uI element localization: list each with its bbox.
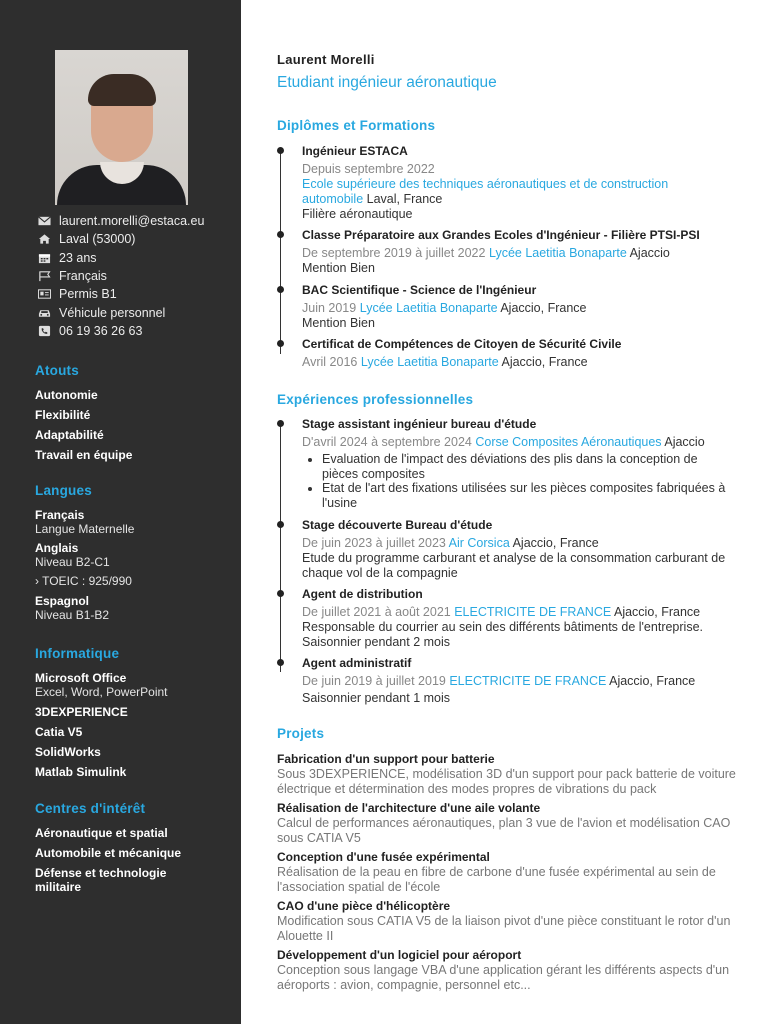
software-name: 3DEXPERIENCE: [35, 705, 128, 719]
project-title: Fabrication d'un support pour batterie: [277, 752, 495, 766]
experiences-heading: Expériences professionnelles: [277, 392, 474, 407]
language-name: Anglais: [35, 541, 79, 555]
contact-nationality: [37, 267, 237, 285]
profile-photo: [55, 50, 188, 205]
contact-license: [37, 285, 237, 303]
contact-age: [37, 249, 237, 267]
formation-note: Filière aéronautique: [302, 207, 413, 221]
experience-place: Ajaccio, France: [613, 605, 701, 619]
formation-note: Mention Bien: [302, 261, 375, 275]
sidebar: [0, 0, 241, 1024]
informatique-heading: Informatique: [35, 646, 120, 661]
informatique-section: [35, 646, 235, 779]
formation-title: Certificat de Compétences de Citoyen de Sécurité Civile: [302, 337, 622, 351]
person-name: Laurent Morelli: [277, 52, 375, 67]
langues-heading: Langues: [35, 483, 92, 498]
calendar-icon: [37, 252, 51, 264]
interets-section: [35, 801, 210, 894]
experience-title: Stage assistant ingénieur bureau d'étude: [302, 417, 537, 431]
software-name: Catia V5: [35, 725, 83, 739]
timeline-dot: [277, 659, 284, 666]
project-item: [277, 801, 737, 846]
formation-place: Ajaccio, France: [501, 355, 588, 369]
atout-item: Adaptabilité: [35, 428, 104, 442]
formations-heading: Diplômes et Formations: [277, 118, 436, 133]
experience-note: Etude du programme carburant et analyse de la consommation carburant de chaque vol de la compagnie: [302, 551, 726, 580]
formation-date: De septembre 2019 à juillet 2022: [302, 246, 486, 260]
formation-date: Depuis septembre 2022: [302, 162, 435, 176]
formation-place: Ajaccio: [629, 246, 670, 260]
bullet-item: • Evaluation de l'impact des déviations des plis dans la conception de pièces composites: [322, 452, 732, 481]
experience-org: ELECTRICITE DE FRANCE: [449, 674, 607, 688]
experience-bullets: [322, 452, 732, 510]
timeline-dot: [277, 147, 284, 154]
experience-note: Saisonnier pendant 1 mois: [302, 691, 451, 705]
experience-place: Ajaccio: [664, 435, 705, 449]
project-title: Développement d'un logiciel pour aéroport: [277, 948, 522, 962]
atout-item: Travail en équipe: [35, 448, 133, 462]
language-name: Français: [35, 508, 85, 522]
photo-hair: [88, 74, 156, 106]
atout-item: Autonomie: [35, 388, 98, 402]
flag-icon: [37, 270, 51, 282]
project-title: CAO d'une pièce d'hélicoptère: [277, 899, 451, 913]
atouts-heading: Atouts: [35, 363, 79, 378]
formation-org: Lycée Laetitia Bonaparte: [488, 246, 627, 260]
experience-place: Ajaccio, France: [609, 674, 696, 688]
timeline-dot: [277, 286, 284, 293]
experience-note: Saisonnier pendant 2 mois: [302, 635, 451, 649]
timeline-line: [280, 150, 281, 354]
project-item: [277, 752, 737, 797]
timeline-dot: [277, 590, 284, 597]
formation-title: Classe Préparatoire aux Grandes Ecoles d'Ingénieur - Filière PTSI-PSI: [302, 228, 700, 242]
atouts-section: [35, 363, 235, 462]
project-desc: Sous 3DEXPERIENCE, modélisation 3D d'un support pour pack batterie de voiture électrique et détermination des modes propres de vibrations du pack: [277, 767, 736, 796]
experience-date: De juillet 2021 à août 2021: [302, 605, 451, 619]
project-desc: Calcul de performances aéronautiques, plan 3 vue de l'avion et modélisation CAO sous CATIA V5: [277, 816, 731, 845]
experience-org: Air Corsica: [448, 536, 510, 550]
language-level: Niveau B1-B2: [35, 608, 110, 622]
language-level: Langue Maternelle: [35, 522, 135, 536]
id-card-icon: [37, 288, 51, 300]
formation-title: Ingénieur ESTACA: [302, 144, 408, 158]
software-name: Matlab Simulink: [35, 765, 127, 779]
timeline-line: [280, 423, 281, 672]
experience-org: ELECTRICITE DE FRANCE: [454, 605, 612, 619]
langues-section: [35, 483, 235, 622]
formation-org: Lycée Laetitia Bonaparte: [360, 355, 499, 369]
software-detail: Excel, Word, PowerPoint: [35, 685, 168, 699]
interest-item: Automobile et mécanique: [35, 846, 182, 860]
contact-license-text: Permis B1: [59, 287, 117, 302]
formation-date: Juin 2019: [302, 301, 357, 315]
contact-vehicle-text: Véhicule personnel: [59, 305, 166, 320]
interest-item: Aéronautique et spatial: [35, 826, 168, 840]
interets-heading: Centres d'intérêt: [35, 801, 146, 816]
formation-date: Avril 2016: [302, 355, 358, 369]
contact-city: [37, 230, 237, 248]
project-title: Réalisation de l'architecture d'une aile volante: [277, 801, 541, 815]
bullet-item: • Etat de l'art des fixations utilisées sur les pièces composites fabriquées à l'usine: [322, 481, 732, 510]
contact-vehicle: [37, 303, 237, 321]
experience-note: Responsable du courrier au sein des différents bâtiments de l'entreprise.: [302, 620, 703, 634]
timeline-dot: [277, 340, 284, 347]
toeic-score: › TOEIC : 925/990: [35, 574, 132, 588]
timeline-dot: [277, 521, 284, 528]
project-item: [277, 948, 737, 993]
atout-item: Flexibilité: [35, 408, 91, 422]
project-desc: Conception sous langage VBA d'une application gérant les différents aspects d'un aéroports : avion, compagnie, personnel etc...: [277, 963, 730, 992]
project-title: Conception d'une fusée expérimental: [277, 850, 490, 864]
person-role: Etudiant ingénieur aéronautique: [277, 74, 497, 91]
contact-city-text: Laval (53000): [59, 232, 136, 247]
experience-place: Ajaccio, France: [512, 536, 599, 550]
experience-title: Agent de distribution: [302, 587, 423, 601]
project-item: [277, 899, 737, 944]
contact-nationality-text: Français: [59, 269, 107, 284]
project-desc: Modification sous CATIA V5 de la liaison pivot d'une pièce constituant le rotor d'un Alouette II: [277, 914, 731, 943]
experience-date: D'avril 2024 à septembre 2024: [302, 435, 472, 449]
software-name: SolidWorks: [35, 745, 101, 759]
formation-org: Ecole supérieure des techniques aéronautiques et de construction automobile: [302, 177, 669, 206]
phone-icon: [37, 325, 51, 337]
envelope-icon: [37, 215, 51, 227]
formation-title: BAC Scientifique - Science de l'Ingénieur: [302, 283, 537, 297]
car-icon: [37, 307, 51, 319]
home-icon: [37, 233, 51, 245]
contact-email-text: laurent.morelli@estaca.eu: [59, 214, 205, 229]
formation-org: Lycée Laetitia Bonaparte: [359, 301, 498, 315]
contact-list: [37, 212, 237, 340]
contact-phone-text: 06 19 36 26 63: [59, 323, 143, 338]
language-name: Espagnol: [35, 594, 90, 608]
timeline-dot: [277, 231, 284, 238]
formation-place: Laval, France: [366, 192, 443, 206]
experience-date: De juin 2023 à juillet 2023: [302, 536, 446, 550]
language-level: Niveau B2-C1: [35, 555, 110, 569]
project-item: [277, 850, 737, 895]
formation-place: Ajaccio, France: [500, 301, 587, 315]
contact-phone[interactable]: [37, 322, 237, 340]
timeline-dot: [277, 420, 284, 427]
formation-note: Mention Bien: [302, 316, 375, 330]
experience-org: Corse Composites Aéronautiques: [475, 435, 662, 449]
interest-item: Défense et technologie militaire: [35, 866, 167, 894]
experience-title: Agent administratif: [302, 656, 412, 670]
project-desc: Réalisation de la peau en fibre de carbone d'une fusée expérimental au sein de l'association spatial de l'école: [277, 865, 716, 894]
software-name: Microsoft Office: [35, 671, 127, 685]
projets-heading: Projets: [277, 726, 325, 741]
contact-age-text: 23 ans: [59, 250, 97, 265]
experience-date: De juin 2019 à juillet 2019: [302, 674, 446, 688]
experience-title: Stage découverte Bureau d'étude: [302, 518, 493, 532]
contact-email[interactable]: [37, 212, 237, 230]
